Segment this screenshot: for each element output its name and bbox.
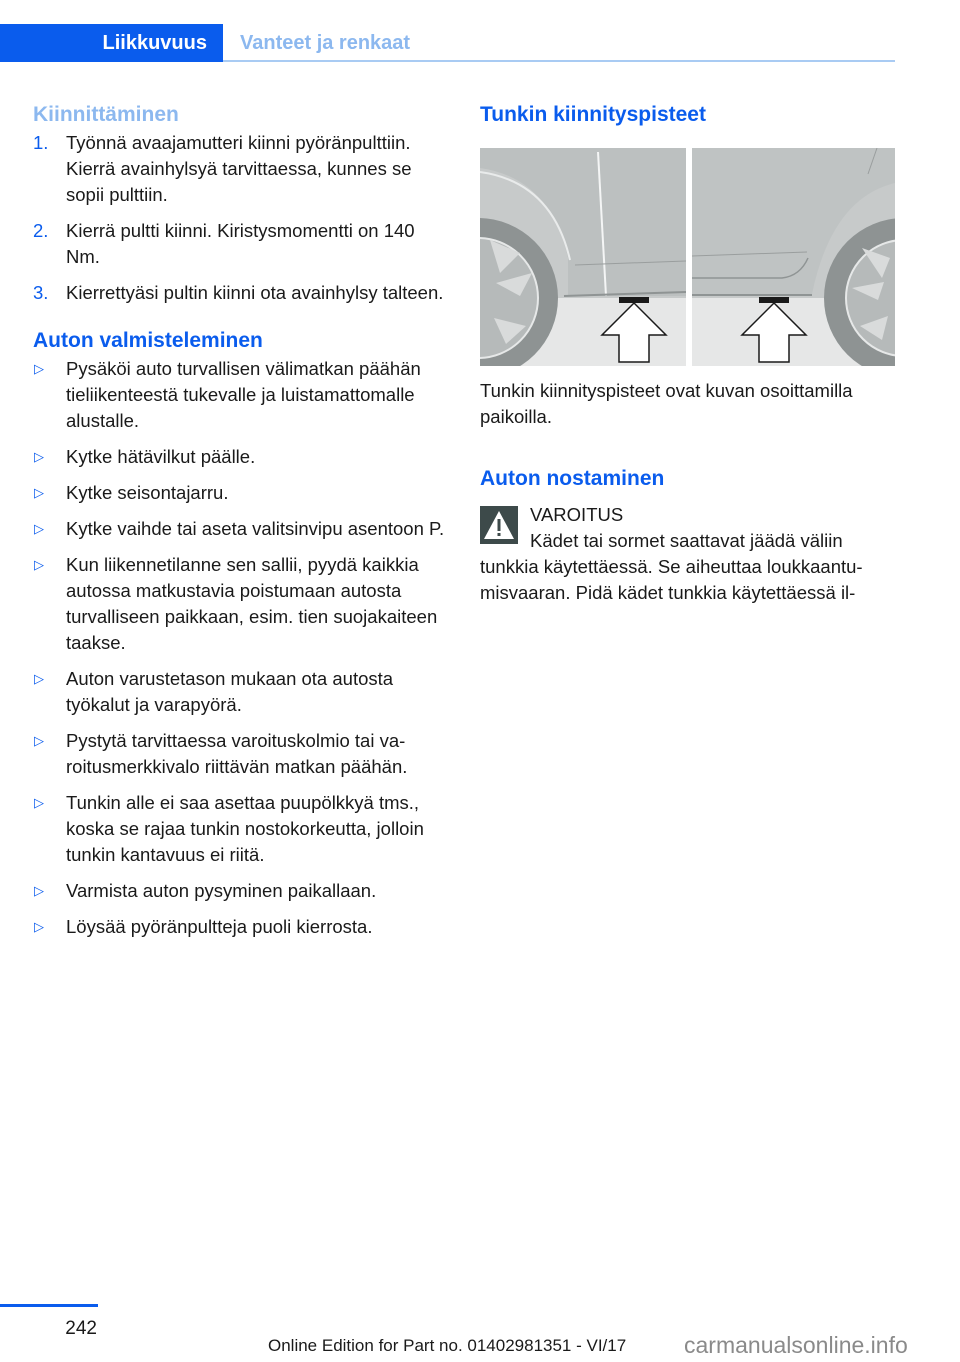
list-item <box>33 516 453 542</box>
step-item <box>33 218 453 270</box>
left-column <box>33 100 453 950</box>
warning-triangle-icon <box>480 506 518 544</box>
list-item <box>33 552 453 656</box>
list-item-text: Kytke vaihde tai aseta valitsinvipu asentoon P. <box>66 518 445 539</box>
list-item <box>33 728 453 780</box>
step-item <box>33 280 453 306</box>
step-number: 1. <box>33 132 49 153</box>
triangle-bullet-icon: ▷ <box>34 485 44 500</box>
triangle-bullet-icon: ▷ <box>34 557 44 572</box>
triangle-bullet-icon: ▷ <box>34 883 44 898</box>
warning-title: VAROITUS <box>530 504 624 525</box>
figure-panel-rear <box>692 148 895 366</box>
section-title-auton-valmisteleminen: Auton valmisteleminen <box>33 329 263 352</box>
triangle-bullet-icon: ▷ <box>34 671 44 686</box>
list-item-text: Löysää pyöränpultteja puoli kierrosta. <box>66 916 373 937</box>
tab-liikkuvuus[interactable]: Liikkuvuus <box>0 24 223 62</box>
chapter-tabbar <box>0 24 895 62</box>
tab-underline <box>223 60 895 62</box>
step-number: 2. <box>33 220 49 241</box>
step-text: Työnnä avaajamutteri kiinni pyöränpulttiin. Kierrä avainhylsyä tarvittaessa, kunnes se sopii pulttiin. <box>66 132 412 205</box>
warning-box <box>480 502 895 606</box>
steps-list <box>33 130 453 306</box>
list-item-text: Pystytä tarvittaessa varoituskolmio tai varoitusmerkkivalo riittävän matkan päähän. <box>66 730 408 777</box>
list-item-text: Auton varustetason mukaan ota autosta työkalut ja varapyörä. <box>66 668 394 715</box>
triangle-bullet-icon: ▷ <box>34 919 44 934</box>
step-text: Kierrettyäsi pultin kiinni ota avainhylsy talteen. <box>66 282 444 303</box>
step-text: Kierrä pultti kiinni. Kiristysmomentti on 140 Nm. <box>66 220 415 267</box>
bullet-list <box>33 356 453 940</box>
figure-caption: Tunkin kiinnityspisteet ovat kuvan osoittamilla paikoilla. <box>480 380 853 427</box>
list-item <box>33 878 453 904</box>
list-item <box>33 914 453 940</box>
section-title-kiinnittaminen: Kiinnittäminen <box>33 103 179 126</box>
list-item-text: Pysäköi auto turvallisen välimatkan päähän tieliikenteestä tukevalle ja luistamattomalle alustalle. <box>66 358 421 431</box>
step-number: 3. <box>33 282 49 303</box>
list-item-text: Varmista auton pysyminen paikallaan. <box>66 880 377 901</box>
list-item <box>33 666 453 718</box>
warning-text: Kädet tai sormet saattavat jäädä väliin tunkkia käytettäessä. Se aiheuttaa loukkaantumisvaaran. Pidä kädet tunkkia käytettäessä il- <box>480 530 863 603</box>
triangle-bullet-icon: ▷ <box>34 449 44 464</box>
car-rear-illustration <box>692 148 895 366</box>
edition-info: Online Edition for Part no. 01402981351 - VI/17 <box>268 1336 627 1355</box>
section-title-tunkin-kiinnityspisteet: Tunkin kiinnityspisteet <box>480 103 706 126</box>
list-item <box>33 790 453 868</box>
tab-vanteet-ja-renkaat[interactable]: Vanteet ja renkaat <box>240 32 411 54</box>
triangle-bullet-icon: ▷ <box>34 795 44 810</box>
triangle-bullet-icon: ▷ <box>34 521 44 536</box>
triangle-bullet-icon: ▷ <box>34 733 44 748</box>
section-title-auton-nostaminen: Auton nostaminen <box>480 467 665 490</box>
list-item-text: Tunkin alle ei saa asettaa puupölkkyä tms., koska se rajaa tunkin nostokorkeutta, jolloin tunkin kantavuus ei riitä. <box>66 792 424 865</box>
list-item-text: Kytke hätävilkut päälle. <box>66 446 256 467</box>
list-item-text: Kun liikennetilanne sen sallii, pyydä kaikkia autossa matkustavia poistumaan autosta turvalliseen paikkaan, esim. tien suojakaiteen taakse. <box>66 554 438 653</box>
figure-panel-front <box>480 148 686 366</box>
car-front-illustration <box>480 148 686 366</box>
triangle-bullet-icon: ▷ <box>34 361 44 376</box>
watermark: carmanualsonline.info <box>684 1332 908 1358</box>
jacking-points-figure <box>480 144 895 366</box>
list-item <box>33 356 453 434</box>
step-item <box>33 130 453 208</box>
footer-accent-line <box>0 1304 98 1307</box>
right-column <box>480 100 895 606</box>
list-item-text: Kytke seisontajarru. <box>66 482 229 503</box>
list-item <box>33 480 453 506</box>
page-number: 242 <box>65 1318 97 1339</box>
list-item <box>33 444 453 470</box>
